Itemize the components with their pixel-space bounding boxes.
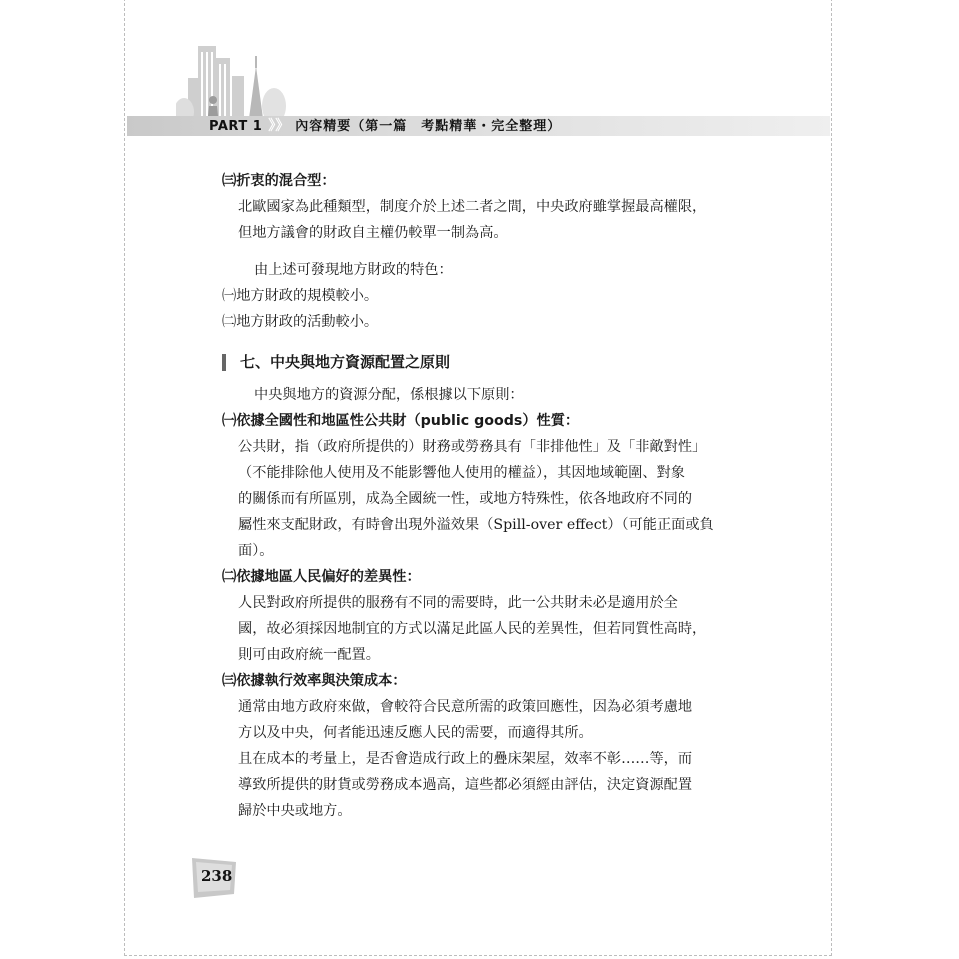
part-label: PART 1: [209, 119, 263, 134]
body-line: 通常由地方政府來做，會較符合民意所需的政策回應性，因為必須考慮地: [238, 699, 693, 715]
body-line: 但地方議會的財政自主權仍較單一制為高。: [238, 225, 508, 241]
body-line: 北歐國家為此種類型，制度介於上述二者之間，中央政府雖掌握最高權限，: [238, 199, 707, 215]
body-line: 導致所提供的財貨或勞務成本過高，這些都必須經由評估，決定資源配置: [238, 777, 693, 793]
running-header: [209, 116, 561, 136]
body-line: 則可由政府統一配置。: [238, 647, 380, 663]
body-line: 屬性來支配財政，有時會出現外溢效果（Spill-over effect）（可能正面或負: [238, 517, 714, 533]
section-title: 七、中央與地方資源配置之原則: [240, 353, 451, 371]
item-heading: ㈠依據全國性和地區性公共財（public goods）性質：: [222, 413, 580, 429]
item-heading: ㈢折衷的混合型：: [222, 173, 336, 189]
list-item: ㈡地方財政的活動較小。: [222, 314, 379, 330]
body-line: 面）。: [238, 543, 274, 559]
body-line: 由上述可發現地方財政的特色：: [254, 262, 453, 278]
chevron-icon: 》》: [268, 118, 290, 134]
body-line: 中央與地方的資源分配，係根據以下原則：: [254, 387, 524, 403]
body-line: 且在成本的考量上，是否會造成行政上的疊床架屋，效率不彰……等，而: [238, 751, 693, 767]
body-line: 歸於中央或地方。: [238, 803, 352, 819]
body-line: 公共財，指（政府所提供的）財務或勞務具有「非排他性」及「非敵對性」: [238, 439, 707, 455]
section-marker: [222, 354, 226, 371]
list-item: ㈠地方財政的規模較小。: [222, 288, 379, 304]
item-heading: ㈡依據地區人民偏好的差異性：: [222, 569, 421, 585]
body-line: 人民對政府所提供的服務有不同的需要時，此一公共財未必是適用於全: [238, 595, 678, 611]
body-line: 的關係而有所區別，成為全國統一性，或地方特殊性，依各地政府不同的: [238, 491, 693, 507]
page-number: 238: [201, 867, 233, 885]
body-line: 方以及中央，何者能迅速反應人民的需要，而適得其所。: [238, 725, 593, 741]
chapter-title: 內容精要（第一篇 考點精華・完全整理）: [295, 119, 562, 134]
body-line: （不能排除他人使用及不能影響他人使用的權益），其因地域範圍、對象: [238, 465, 685, 481]
item-heading: ㈢依據執行效率與決策成本：: [222, 673, 407, 689]
body-line: 國，故必須採因地制宜的方式以滿足此區人民的差異性，但若同質性高時，: [238, 621, 707, 637]
